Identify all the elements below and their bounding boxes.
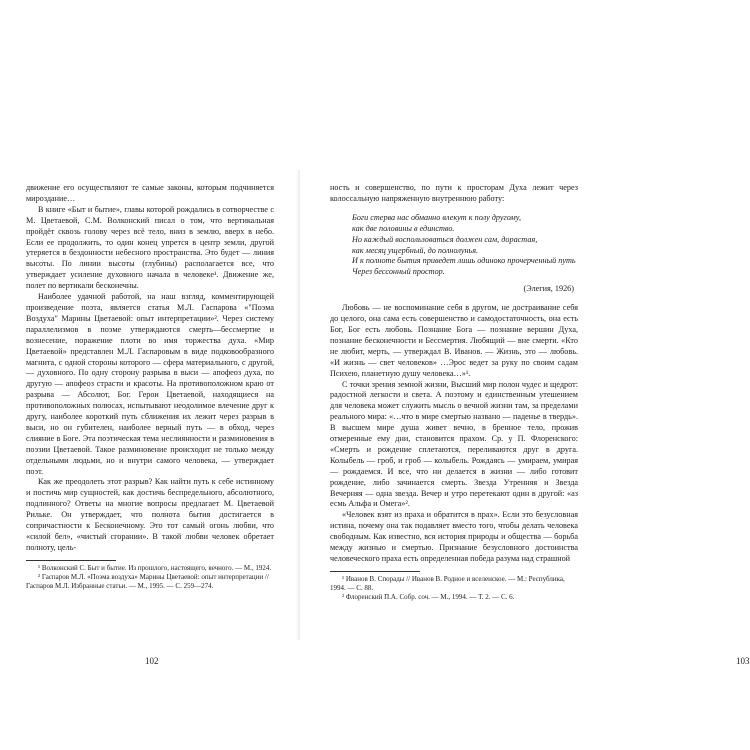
- poem-line: как месяц ущербный, до полнолунья.: [352, 245, 479, 255]
- right-page-number: 103: [736, 656, 750, 666]
- left-paragraph-4: Как же преодолеть этот разрыв? Как найти путь к себе истинному и постичь мир сущностей, как достичь беспредельного, абсолютного, подлинного? Ответы на многие вопросы предлагает М. Цветаевой Рильке. Он утверждает, что полнота бытия достигается в сопричастности к Бесконечному. Это тот самый огонь любви, что «силой бел», «чистый сгорании». В такой любви человек обретает полноту, цель-: [26, 477, 274, 552]
- left-footnote-1: ¹ Волконский С. Быт и бытие. Из прошлого, настоящего, вечного. — М., 1924.: [38, 563, 272, 572]
- right-page-text-column: [330, 183, 578, 603]
- right-footnote-2: ² Флоренский П.А. Собр. соч. — М., 1994. — Т. 2. — С. 6.: [342, 593, 515, 602]
- left-page-text-column: [26, 183, 274, 591]
- poem-line: как две половины в единство.: [352, 223, 455, 233]
- right-paragraph-3: «Человек взят из праха и обратится в прах». Если это безусловная истина, почему она так подавляет вместо того, чтобы делать человека свободным. Как известно, вся история природы и общества — борьба между жизнью и смертью. Признание безусловного достоинства человеческого праха есть определенная победа разума над страшной: [330, 510, 578, 563]
- right-footnote-1: ¹ Иванов В. Спорады // Иванов В. Родное и вселенское. — М.: Республика, 1994. — С. 88.: [330, 574, 565, 593]
- poem-source: (Элегия, 1926): [523, 284, 574, 294]
- right-paragraph-2: С точки зрения земной жизни, Высший мир полон чудес и щедрот: радостной легкости и света. А поэтому и единственным утешением для человека может служить мысль о вечной жизни там, за пределами реального мира: «…что в мире смертью названо — паденье в твердь». В высшем мире душа живет вечно, в бренное тело, прожив отмеренные ему дни, становится прахом. Ср. у П. Флоренского: «Смерть и рождение сплетаются, переливаются друг в друга. Колыбель — гроб, и гроб — колыбель. Рождаясь — умираем, умирая — рождаемся. И все, что ни делается в жизни — либо готовит рождение, либо зачинается смерть. Звезда Утренняя и Звезда Вечерняя — одна звезда. Вечер и утро перетекают один в другой: «аз есмь Альфа и Омега»².: [330, 379, 578, 509]
- poem-line: Через бессонный простор.: [352, 267, 445, 277]
- left-footnote-rule: [26, 560, 116, 561]
- left-footnote-2: ² Гаспаров М.Л. «Поэма воздуха» Марины Цветаевой: опыт интерпретации // Гаспаров М.Л. Избранные статьи. — М., 1995. — С. 259—274.: [26, 573, 269, 591]
- left-page-number: 102: [145, 656, 159, 666]
- left-paragraph-2: В книге «Быт и бытие», главы которой рождались в сотворчестве с М. Цветаевой, С.М. Волконский писал о том, что вертикальная пройдёт сквозь голову через всё тело, вниз в землю, вверх в небо. Если ее продолжить, то один конец упрется в центр земли, другой утеряется в бездонности небесного пространства. Это будет — линия высоты. По линии высоты (глубины) располагается все, что утверждает усиление духовного начала в человеке¹. Движение же, полет по вертикали бесконечны.: [26, 204, 274, 291]
- left-paragraph-1: движение его осуществляют те самые законы, которым подчиняется мироздание…: [26, 183, 274, 203]
- left-paragraph-3: Наиболее удачной работой, на наш взгляд, комментирующей произведение поэта, является статья М.Л. Гаспарова «"Поэма Воздуха" Марины Цветаевой: опыт интерпретации»². Через систему параллелизмов в поэме утверждаются смерть—бессмертие и вознесение, поражение плоти во имя торжества духа. «Мир Цветаевой» представлен М.Л. Гаспаровым в виде подковообразного магнита, с одной стороны которого — сфера материального, с другой, — духовного. По одну сторону разрыва в выси — апофеоз духа, по другую — апофеоз страсти и красоты. На противоположном краю от разрыва — Абсолют, Бог. Герои Цветаевой, находящиеся на противоположных полюсах, испытывают неодолимое влечение друг к другу, наиболее короткий путь сближения их лежит через разрыв в выси, но он губителен, наиболее верный путь — в обход, через слияние в Боге. Эта поэтическая тема неслиянности и разминовения в поэзии Цветаевой. Такое разминовение происходит не только между отдельными людьми, но и внутри самого человека, — утверждает поэт.: [26, 292, 274, 476]
- poem-quote: [352, 213, 578, 278]
- poem-line: Но каждый воспользоваться должен сам, дорастая,: [352, 234, 538, 244]
- poem-line: И к полноте бытия приведет лишь одиноко прочерченный путь: [352, 256, 576, 266]
- left-page: [0, 0, 300, 750]
- poem-line: Боги стерва нас обманно влекут к полу другому,: [352, 212, 522, 222]
- right-intro: ность и совершенство, по пути к просторам Духа лежит через колоссальную напряженную внутреннюю работу:: [330, 183, 578, 203]
- right-footnote-rule: [330, 571, 420, 572]
- right-paragraph-1: Любовь — не воспоминание себя в другом, не достраивание себя до целого, она сама есть совершенство и самодостаточность, она есть Бог, Бог есть любовь. Познание Бога — познание вершин Духа, познание бесконечности и Бессмертия. Любящий — вне смерти. «Кто не любит, мерть, — утверждал В. Иванов. — Жизнь, это — любовь. «И жизнь — свет человеков» …Эрос ведет за руку по своим садам Психею, планетную душу человека…»¹.: [330, 303, 578, 378]
